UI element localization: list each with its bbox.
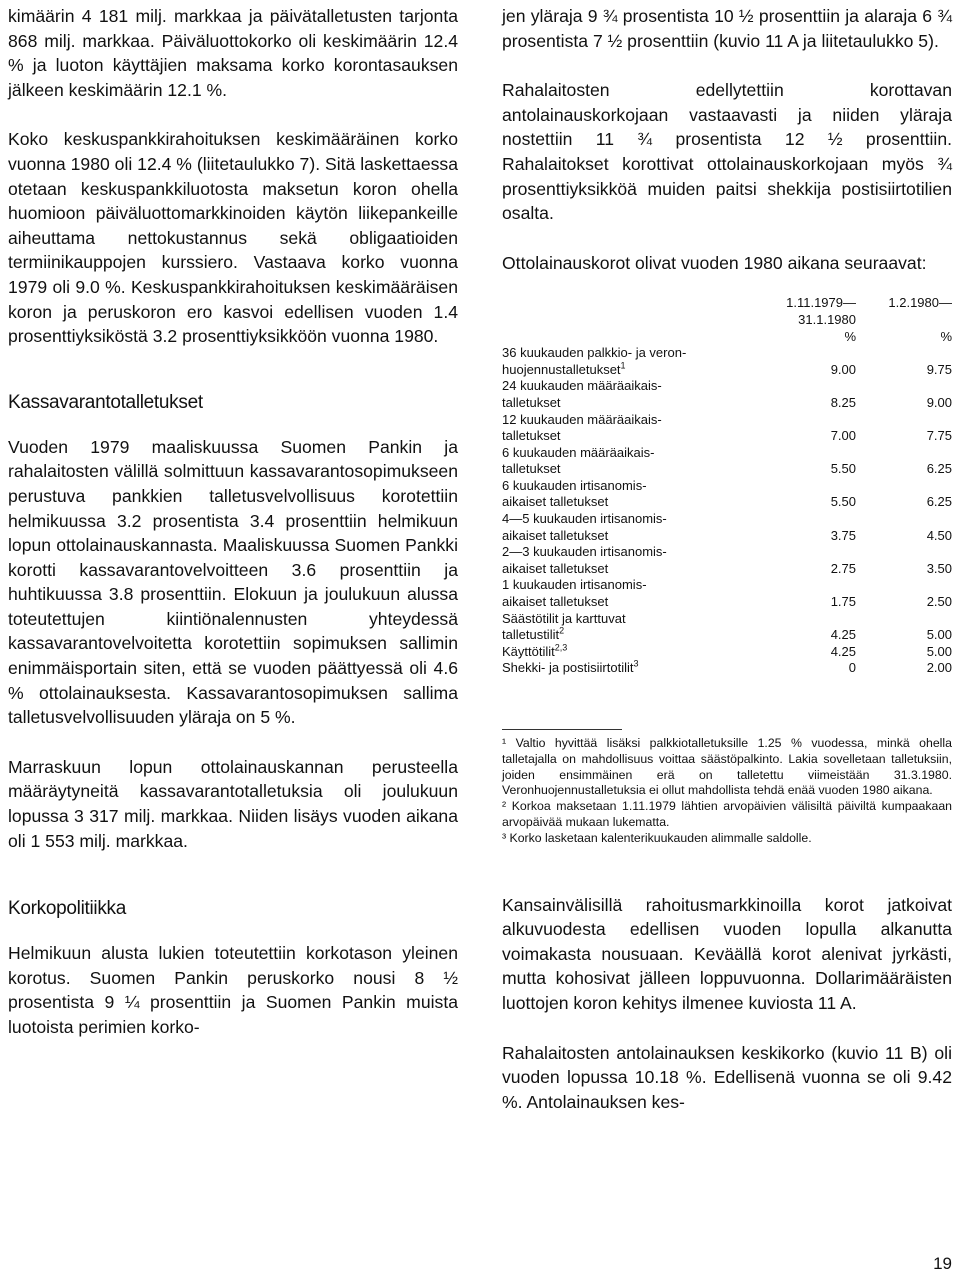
- table-row-label-text: talletukset: [502, 461, 561, 477]
- table-row-label-text: Shekki- ja postisiirtotilit: [502, 660, 634, 676]
- table-cell-rate-1: 8.25: [830, 394, 856, 410]
- footnote-1: ¹ Valtio hyvittää lisäksi palkkiotalletuksille 1.25 % vuodessa, minkä ohella talletajalla on mahdollisuus voittaa säästöpalkinto. Lakia sovelletaan talletuksiin, joiden ensimmäinen erä on talletettu viimeistään 31.3.1980. Veronhuojennustalletuksia ei ollut mahdollista tehdä enää vuoden 1980 aikana.: [502, 736, 952, 798]
- table-unit-2: %: [940, 328, 952, 344]
- table-row-label-line1: 1 kuukauden irtisanomis-: [502, 577, 647, 593]
- table-row-label-text: aikaiset talletukset: [502, 560, 609, 576]
- footnote-divider: [502, 729, 622, 730]
- footnote-3: ³ Korko lasketaan kalenterikuukauden alimmalle saldolle.: [502, 830, 812, 845]
- left-column: [8, 4, 458, 1040]
- deposit-rates-table: [502, 295, 952, 677]
- table-row-label: [502, 461, 760, 478]
- table-header-period-2: 1.2.1980—: [888, 295, 952, 311]
- paragraph-central-bank-rate: Koko keskuspankkirahoituksen keskimääräinen korko vuonna 1980 oli 12.4 % (liitetaulukko 7). Sitä laskettaessa otetaan keskuspankkiluotosta maksetun koron ohella huomioon päiväluottomarkkinoiden käytön liikepankeille aiheuttama nettokustannus sekä obligaatioiden termiinikauppojen kurssiero. Vastaava korko vuonna 1979 oli 9.0 %. Keskuspankkirahoituksen keskimääräisen koron ja peruskoron ero kasvoi edellisen vuoden 1.4 prosenttiyksiköstä 3.2 prosenttiyksikköön vuonna 1980.: [8, 129, 458, 347]
- table-row: [502, 627, 952, 644]
- paragraph-cash-reserve-totals: Marraskuun lopun ottolainauskannan perusteella määräytyneitä kassavarantotalletuksia oli joulukuun lopussa 3 317 milj. markkaa. Niiden lisäys vuoden aikana oli 1 553 milj. markkaa.: [8, 756, 458, 851]
- table-row: [502, 594, 952, 611]
- table-row-footnote-ref: 1: [620, 360, 626, 371]
- paragraph-international-rates: Kansainvälisillä rahoitusmarkkinoilla korot jatkoivat alkuvuodesta edellisen vuoden lopulla alkanutta voimakasta nousuaan. Keväällä korot alenivat jyrkästi, mutta kohosivat jälleen loppuvuonna. Dollarimääräisten luottojen koron kehitys ilmenee kuviosta 11 A.: [502, 894, 952, 1013]
- table-cell-rate-2: 9.00: [926, 394, 952, 410]
- table-cell-rate-2: 5.00: [926, 627, 952, 643]
- table-row-label-line1: 6 kuukauden irtisanomis-: [502, 477, 647, 493]
- table-row: [502, 362, 952, 379]
- table-unit-1: %: [844, 328, 856, 344]
- table-cell-rate-1: 5.50: [830, 494, 856, 510]
- table-row-label: [502, 627, 760, 644]
- table-cell-rate-2: 7.75: [926, 428, 952, 444]
- table-row-footnote-ref: 2,3: [554, 642, 568, 653]
- table-cell-rate-2: 2.00: [926, 660, 952, 676]
- table-row-label-top: [502, 611, 952, 628]
- table-row-label: [502, 594, 760, 611]
- table-row-label-text: aikaiset talletukset: [502, 527, 609, 543]
- table-row-label-text: talletukset: [502, 394, 561, 410]
- table-row: [502, 494, 952, 511]
- paragraph-rate-policy: Helmikuun alusta lukien toteutettiin korkotason yleinen korotus. Suomen Pankin peruskorko nousi 8 ½ prosentista 9 ¼ prosenttiin ja Suomen Pankin muista luotoista perimien korko-: [8, 943, 458, 1037]
- table-row-label-text: Käyttötilit: [502, 643, 555, 659]
- table-row-label-line1: 24 kuukauden määräaikais-: [502, 378, 662, 394]
- table-row: [502, 395, 952, 412]
- table-row-label-text: huojennustalletukset: [502, 361, 621, 377]
- table-row: [502, 461, 952, 478]
- footnote-2: ² Korkoa maksetaan 1.11.1979 lähtien arvopäivien välisiltä päiviltä kumpaakaan arvopäivää mukaan lukematta.: [502, 799, 952, 829]
- paragraph-average-lending-rate: Rahalaitosten antolainauksen keskikorko (kuvio 11 B) oli vuoden lopussa 10.18 %. Edellisenä vuonna se oli 9.42 %. Antolainauksen kes-: [502, 1042, 952, 1112]
- table-row: [502, 561, 952, 578]
- table-cell-rate-1: 4.25: [830, 643, 856, 659]
- table-row-footnote-ref: 2: [559, 625, 565, 636]
- paragraph-deposit-rates-intro: Ottolainauskorot olivat vuoden 1980 aikana seuraavat:: [502, 252, 927, 273]
- table-row-label-top: [502, 511, 952, 528]
- heading-cash-reserve-deposits: Kassavarantotalletukset: [8, 391, 203, 413]
- table-cell-rate-2: 2.50: [926, 594, 952, 610]
- table-row-label: [502, 494, 760, 511]
- table-cell-rate-1: 7.00: [830, 428, 856, 444]
- table-row: [502, 660, 952, 677]
- table-cell-rate-1: 1.75: [830, 594, 856, 610]
- table-row-label-top: [502, 378, 952, 395]
- footnotes: [502, 736, 952, 847]
- table-cell-rate-1: 2.75: [830, 560, 856, 576]
- paragraph-lending-rates: Rahalaitosten edellytettiin korottavan antolainauskorkojaan vastaavasti ja niiden yläraja nostettiin 11 ¾ prosentista 12 ½ prosenttiin. Rahalaitokset korottivat ottolainauskorkojaan myös ¾ prosenttiyksikköä muiden paitsi shekkija postisiirtotilien osalta.: [502, 80, 952, 224]
- table-row-label-text: talletustilit: [502, 627, 560, 643]
- table-row-label-top: [502, 445, 952, 462]
- table-row: [502, 644, 952, 661]
- table-row-label: [502, 644, 760, 661]
- table-row-label: [502, 561, 760, 578]
- table-header-period-1: 1.11.1979—: [786, 295, 856, 311]
- table-row-label-top: [502, 345, 952, 362]
- table-row-label-line1: 4—5 kuukauden irtisanomis-: [502, 511, 667, 527]
- table-row-label: [502, 660, 760, 677]
- table-row-label: [502, 528, 760, 545]
- table-row-label-text: aikaiset talletukset: [502, 594, 609, 610]
- table-cell-rate-2: 6.25: [926, 494, 952, 510]
- table-cell-rate-1: 5.50: [830, 461, 856, 477]
- table-cell-rate-1: 4.25: [830, 627, 856, 643]
- table-row-label-line1: 6 kuukauden määräaikais-: [502, 444, 655, 460]
- table-row-label-text: aikaiset talletukset: [502, 494, 609, 510]
- table-cell-rate-2: 3.50: [926, 560, 952, 576]
- table-row-label: [502, 395, 760, 412]
- heading-interest-rate-policy: Korkopolitiikka: [8, 898, 126, 920]
- table-row-label-top: [502, 544, 952, 561]
- table-row-label: [502, 428, 760, 445]
- table-row-label-text: talletukset: [502, 428, 561, 444]
- page-number: 19: [933, 1254, 952, 1273]
- table-row-footnote-ref: 3: [633, 659, 639, 670]
- table-row: [502, 428, 952, 445]
- table-cell-rate-1: 3.75: [830, 527, 856, 543]
- paragraph-daily-credit: kimäärin 4 181 milj. markkaa ja päivätalletusten tarjonta 868 milj. markkaa. Päiväluottokorko oli keskimäärin 12.4 % ja luoton käyttäjien maksama korko korontasauksen jälkeen keskimäärin 12.1 %.: [8, 6, 458, 100]
- table-cell-rate-2: 6.25: [926, 461, 952, 477]
- paragraph-rate-limits: jen yläraja 9 ¾ prosentista 10 ½ prosenttiin ja alaraja 6 ¾ prosentista 7 ½ prosenttiin (kuvio 11 A ja liitetaulukko 5).: [502, 6, 952, 51]
- table-cell-rate-2: 5.00: [926, 643, 952, 659]
- table-row-label-top: [502, 478, 952, 495]
- table-row-label-line1: 36 kuukauden palkkio- ja veron-: [502, 345, 687, 361]
- table-cell-rate-2: 4.50: [926, 527, 952, 543]
- paragraph-cash-reserve: Vuoden 1979 maaliskuussa Suomen Pankin ja rahalaitosten välillä solmittuun kassavarantosopimukseen perustuva pankkien talletusvelvollisuus korotettiin helmikuussa 3.2 prosentista 3.4 prosenttiin helmikuun lopun ottolainauskannasta. Maaliskuussa Suomen Pankki korotti kassavarantovelvoitteen 3.6 prosenttiin ja huhtikuussa 3.8 prosenttiin. Elokuun ja joulukuun alussa toteutettujen kiintiönalennusten yhteydessä kassavarantovelvoitetta korotettiin sopimuksen sallimin enimmäisportain siten, että se vuoden päättyessä oli 4.6 % ottolainauksesta. Kassavarantosopimuksen sallima talletusvelvollisuuden yläraja on 5 %.: [8, 436, 458, 728]
- table-row-label-top: [502, 412, 952, 429]
- table-row-label-line1: 12 kuukauden määräaikais-: [502, 411, 662, 427]
- table-row-label-line1: 2—3 kuukauden irtisanomis-: [502, 544, 667, 560]
- table-cell-rate-1: 9.00: [830, 361, 856, 377]
- table-cell-rate-2: 9.75: [926, 361, 952, 377]
- table-row-label-line1: Säästötilit ja karttuvat: [502, 610, 626, 626]
- table-row-label: [502, 362, 760, 379]
- right-column: [502, 4, 952, 1114]
- table-row-label-top: [502, 577, 952, 594]
- table-header-period-1-end: 31.1.1980: [798, 311, 856, 327]
- table-row: [502, 528, 952, 545]
- table-cell-rate-1: 0: [848, 660, 856, 676]
